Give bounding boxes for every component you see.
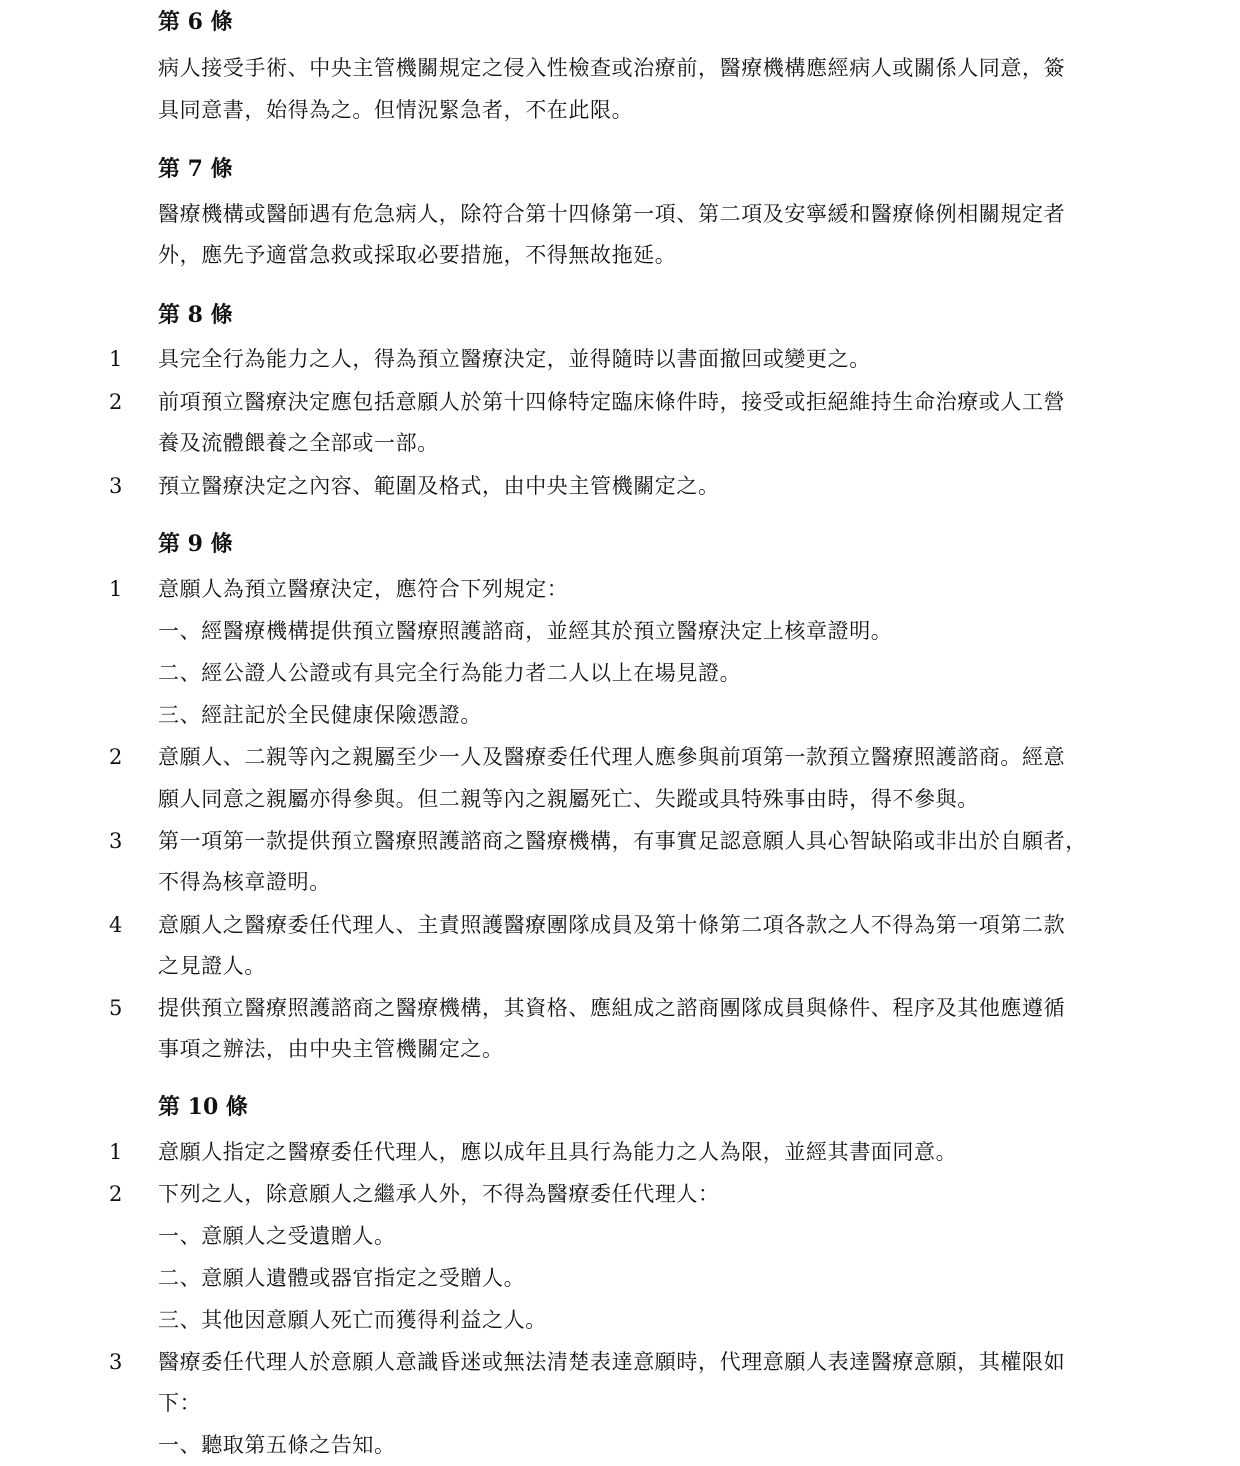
paragraph-number: 3 [109,1350,123,1374]
paragraph-text-line: 意願人之醫療委任代理人、主責照護醫療團隊成員及第十條第二項各款之人不得為第一項第二款 [158,913,1066,937]
paragraph-text-line: 預立醫療決定之內容、範圍及格式，由中央主管機關定之。 [158,474,720,498]
paragraph-number: 4 [109,913,123,937]
paragraph-number: 3 [109,829,123,853]
paragraph-text-line: 三、其他因意願人死亡而獲得利益之人。 [158,1308,547,1332]
paragraph-text-line: 具同意書，始得為之。但情況緊急者，不在此限。 [158,98,634,122]
paragraph-text-line: 一、聽取第五條之告知。 [158,1433,396,1457]
paragraph-number: 2 [109,745,123,769]
article-heading: 第 7 條 [158,156,233,182]
paragraph-text-line: 前項預立醫療決定應包括意願人於第十四條特定臨床條件時，接受或拒絕維持生命治療或人工營 [158,390,1066,414]
article-heading: 第 8 條 [158,302,233,328]
paragraph-text-line: 三、經註記於全民健康保險憑證。 [158,703,482,727]
paragraph-text-line: 第一項第一款提供預立醫療照護諮商之醫療機構，有事實足認意願人具心智缺陷或非出於自願者， [158,829,1087,853]
article-heading: 第 10 條 [158,1094,248,1120]
paragraph-number: 2 [109,1182,123,1206]
paragraph-text-line: 醫療委任代理人於意願人意識昏迷或無法清楚表達意願時，代理意願人表達醫療意願，其權限如 [158,1350,1066,1374]
paragraph-number: 1 [109,347,123,371]
paragraph-text-line: 提供預立醫療照護諮商之醫療機構，其資格、應組成之諮商團隊成員與條件、程序及其他應遵循 [158,996,1066,1020]
article-heading: 第 6 條 [158,9,233,35]
paragraph-text-line: 醫療機構或醫師遇有危急病人，除符合第十四條第一項、第二項及安寧緩和醫療條例相關規定者 [158,202,1066,226]
paragraph-number: 1 [109,577,123,601]
paragraph-text-line: 之見證人。 [158,954,266,978]
paragraph-number: 3 [109,474,123,498]
paragraph-text-line: 事項之辦法，由中央主管機關定之。 [158,1037,504,1061]
paragraph-number: 2 [109,390,123,414]
paragraph-text-line: 一、意願人之受遺贈人。 [158,1224,396,1248]
paragraph-text-line: 意願人為預立醫療決定，應符合下列規定： [158,577,569,601]
paragraph-text-line: 下： [158,1391,202,1415]
paragraph-number: 5 [109,996,123,1020]
paragraph-text-line: 二、經公證人公證或有具完全行為能力者二人以上在場見證。 [158,661,742,685]
paragraph-text-line: 病人接受手術、中央主管機關規定之侵入性檢查或治療前，醫療機構應經病人或關係人同意，簽 [158,56,1066,80]
paragraph-text-line: 意願人指定之醫療委任代理人，應以成年且具行為能力之人為限，並經其書面同意。 [158,1140,958,1164]
paragraph-text-line: 下列之人，除意願人之繼承人外，不得為醫療委任代理人： [158,1182,720,1206]
paragraph-text-line: 一、經醫療機構提供預立醫療照護諮商，並經其於預立醫療決定上核章證明。 [158,619,893,643]
paragraph-text-line: 外，應先予適當急救或採取必要措施，不得無故拖延。 [158,243,677,267]
paragraph-number: 1 [109,1140,123,1164]
paragraph-text-line: 不得為核章證明。 [158,870,331,894]
paragraph-text-line: 二、意願人遺體或器官指定之受贈人。 [158,1266,526,1290]
paragraph-text-line: 願人同意之親屬亦得參與。但二親等內之親屬死亡、失蹤或具特殊事由時，得不參與。 [158,787,979,811]
paragraph-text-line: 具完全行為能力之人，得為預立醫療決定，並得隨時以書面撤回或變更之。 [158,347,871,371]
paragraph-text-line: 養及流體餵養之全部或一部。 [158,431,439,455]
article-heading: 第 9 條 [158,531,233,557]
paragraph-text-line: 意願人、二親等內之親屬至少一人及醫療委任代理人應參與前項第一款預立醫療照護諮商。經意 [158,745,1066,769]
